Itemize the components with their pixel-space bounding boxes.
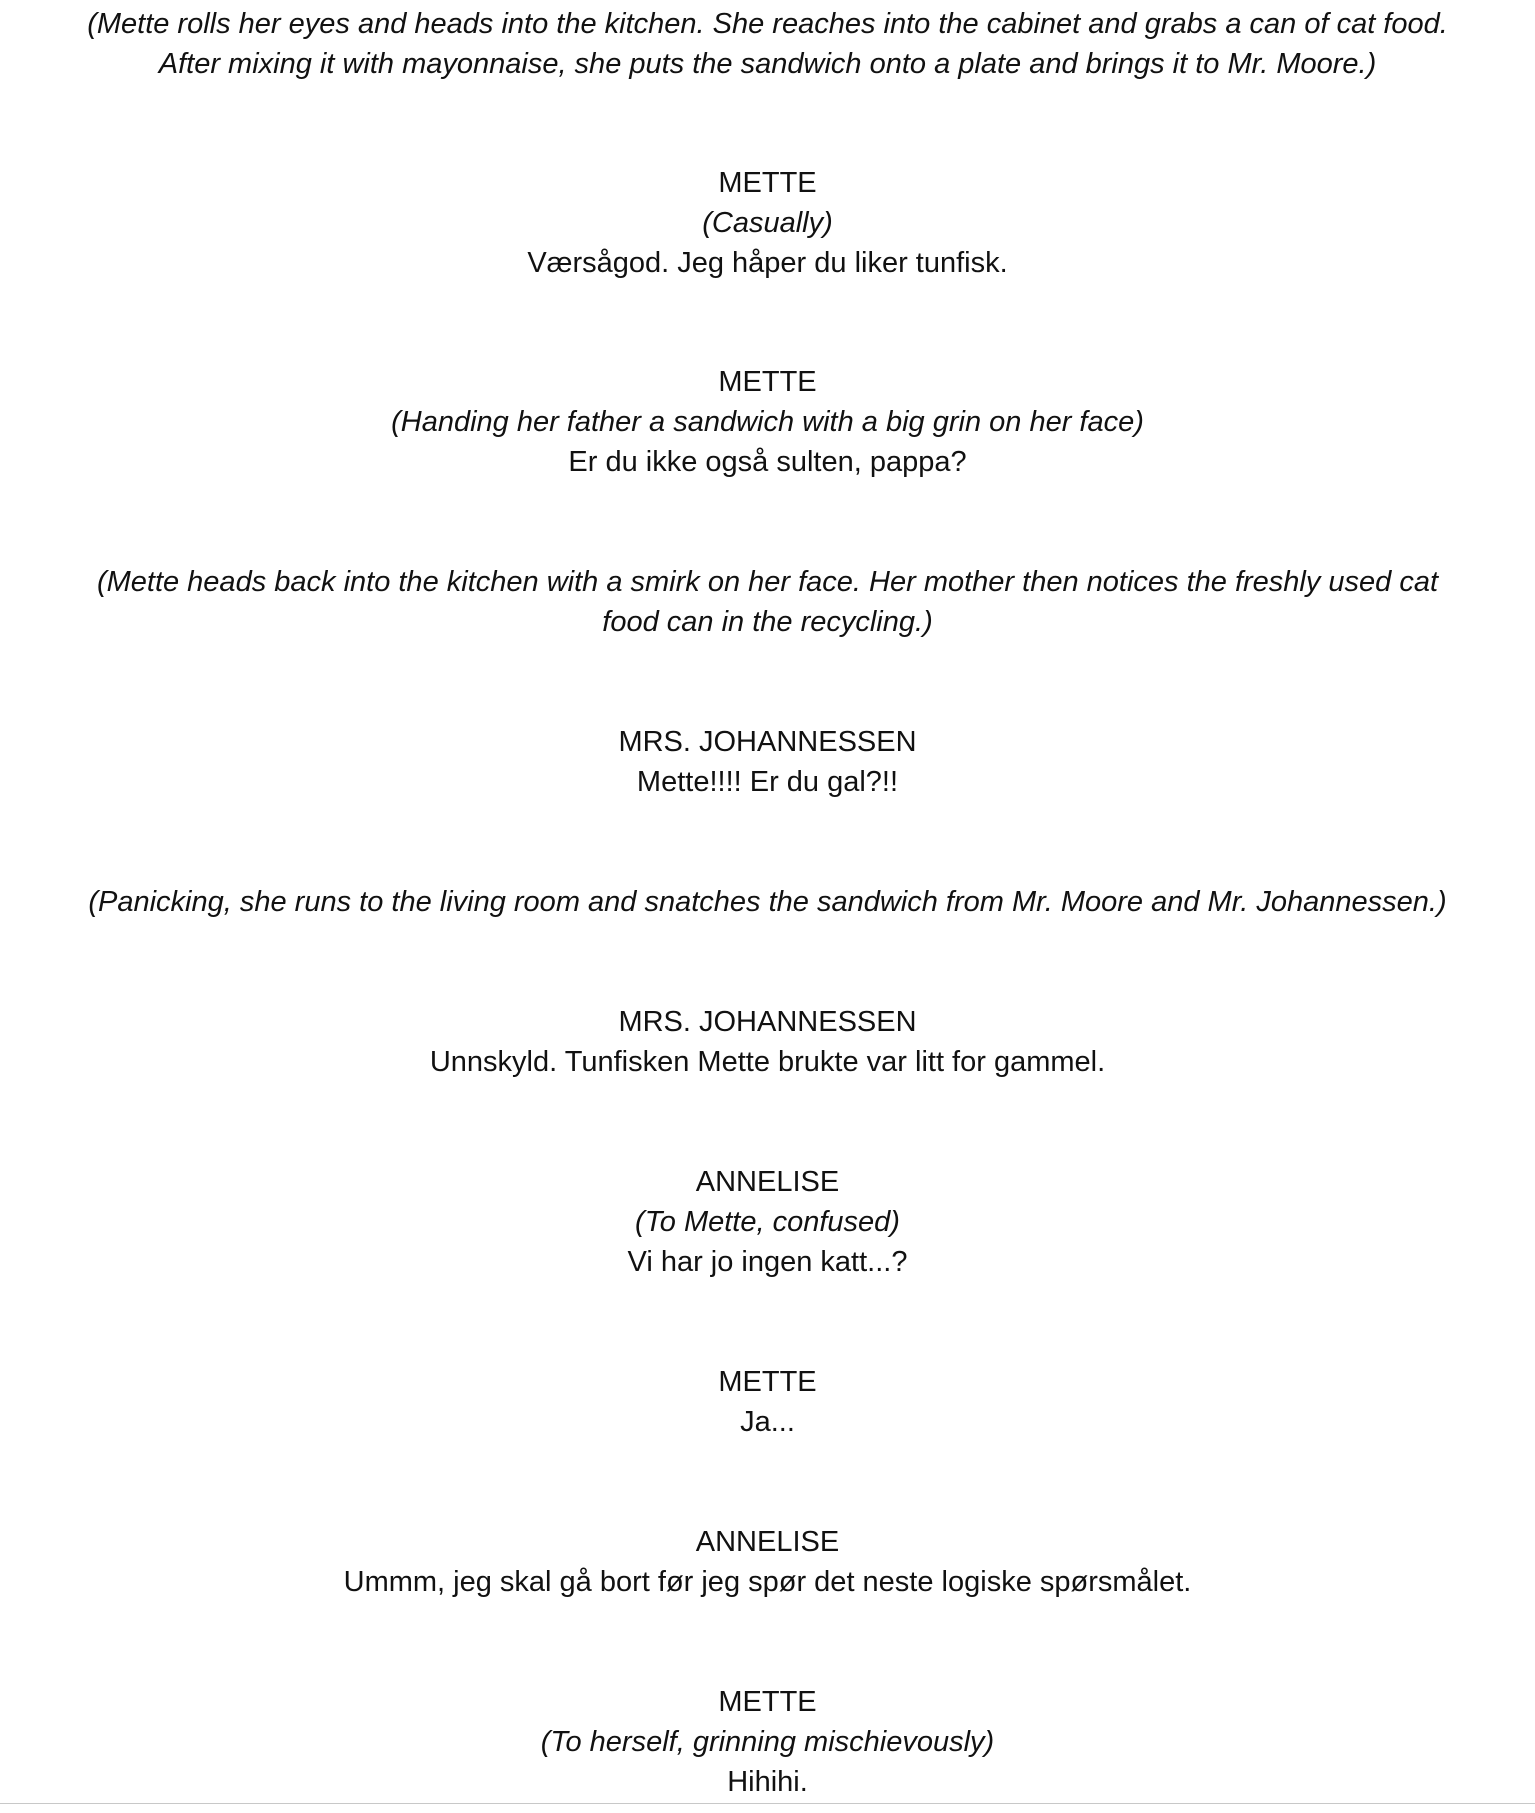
dialogue: Hihihi.	[727, 1766, 808, 1798]
parenthetical: (To herself, grinning mischievously)	[540, 1726, 995, 1758]
dialogue: Værsågod. Jeg håper du liker tunfisk.	[527, 247, 1008, 279]
action-text: (Mette heads back into the kitchen with a smirk on her face. Her mother then notices the freshly used cat	[96, 566, 1439, 598]
dialogue: Ummm, jeg skal gå bort før jeg spør det neste logiske spørsmålet.	[343, 1566, 1192, 1598]
dialogue: Unnskyld. Tunfisken Mette brukte var litt for gammel.	[429, 1046, 1106, 1078]
action-text: (Mette rolls her eyes and heads into the kitchen. She reaches into the cabinet and grabs a can of cat food.	[87, 8, 1448, 40]
character-name: METTE	[718, 1366, 817, 1398]
character-name: METTE	[718, 167, 817, 199]
dialogue: Mette!!!! Er du gal?!!	[636, 766, 899, 798]
action-text: After mixing it with mayonnaise, she puts the sandwich onto a plate and brings it to Mr. Moore.)	[158, 48, 1377, 80]
page-divider	[0, 1803, 1535, 1804]
character-name: MRS. JOHANNESSEN	[618, 726, 917, 758]
parenthetical: (Casually)	[702, 207, 833, 239]
dialogue: Vi har jo ingen katt...?	[627, 1246, 908, 1278]
dialogue: Ja...	[740, 1406, 795, 1438]
parenthetical: (To Mette, confused)	[635, 1206, 900, 1238]
dialogue: Er du ikke også sulten, pappa?	[568, 446, 967, 478]
action-text: (Panicking, she runs to the living room and snatches the sandwich from Mr. Moore and Mr. Johannessen.)	[88, 886, 1447, 918]
character-name: ANNELISE	[695, 1166, 840, 1198]
character-name: METTE	[718, 366, 817, 398]
parenthetical: (Handing her father a sandwich with a big grin on her face)	[391, 406, 1144, 438]
character-name: ANNELISE	[695, 1526, 840, 1558]
character-name: METTE	[718, 1686, 817, 1718]
character-name: MRS. JOHANNESSEN	[618, 1006, 917, 1038]
action-text: food can in the recycling.)	[602, 606, 933, 638]
